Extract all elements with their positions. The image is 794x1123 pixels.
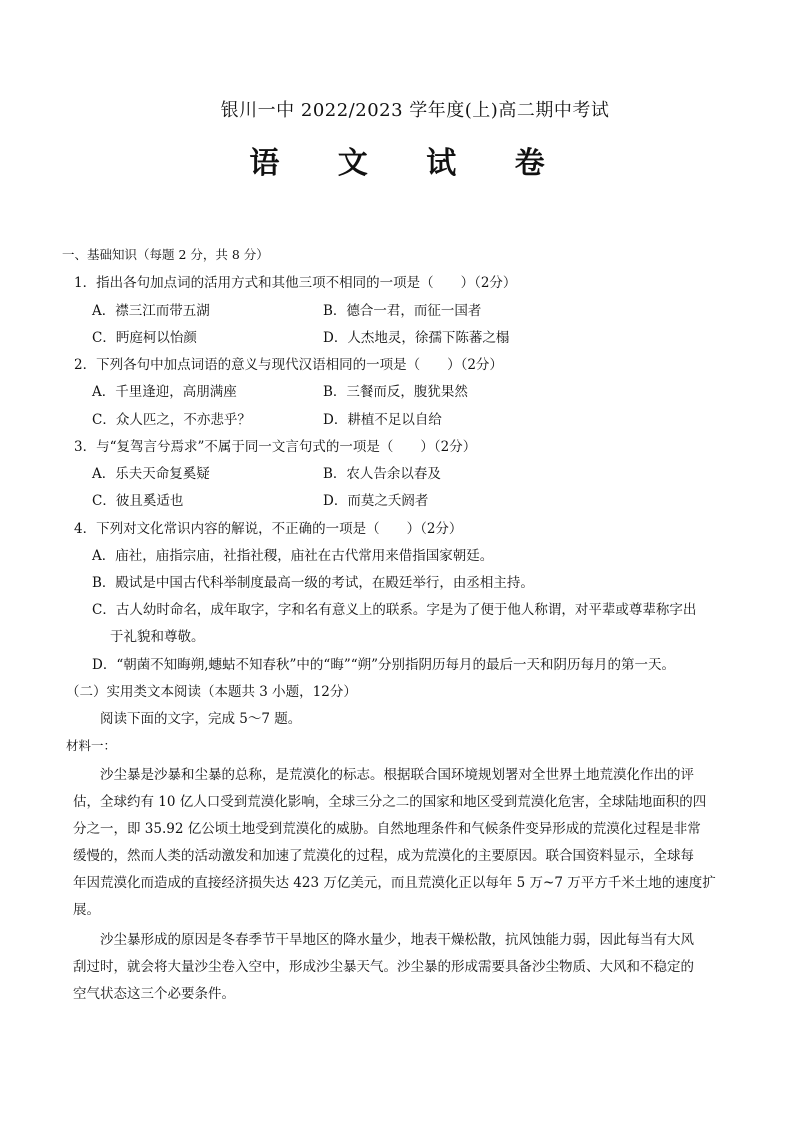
paragraph-2-line: 刮过时，就会将大量沙尘卷入空中，形成沙尘暴天气。沙尘暴的形成需要具备沙尘物质、大风和不稳定的 (73, 959, 694, 975)
question-2-option-c: C．众人匹之，不亦悲乎？ (92, 412, 251, 428)
question-4-stem: 4．下列对文化常识内容的解说，不正确的一项是（ ）（2分） (74, 521, 463, 537)
question-2-stem: 2．下列各句中加点词语的意义与现代汉语相同的一项是（ ）（2分） (74, 357, 503, 373)
exam-subject-title: 语 文 试 卷 (249, 146, 569, 181)
paragraph-1-line: 缓慢的，然而人类的活动激发和加速了荒漠化的过程，成为荒漠化的主要原因。联合国资料显示，全球每 (73, 848, 694, 864)
paragraph-1-line: 展。 (73, 902, 100, 918)
question-3-option-c: C．彼且奚适也 (92, 493, 184, 509)
question-1-option-a: A．襟三江而带五湖 (92, 303, 210, 319)
question-1-option-b: B．德合一君，而征一国者 (323, 303, 482, 319)
question-1-option-d: D．人杰地灵，徐孺下陈蕃之榻 (323, 330, 510, 346)
question-4-option-a: A．庙社，庙指宗庙，社指社稷，庙社在古代常用来借指国家朝廷。 (92, 548, 494, 564)
paragraph-1-line: 年因荒漠化而造成的直接经济损失达 423 万亿美元，而且荒漠化正以每年 5 万~7 万平方千米土地的速度扩 (73, 875, 716, 891)
paragraph-1-line: 沙尘暴是沙暴和尘暴的总称，是荒漠化的标志。根据联合国环境规划署对全世界土地荒漠化作出的评 (100, 767, 694, 783)
paragraph-1-line: 估，全球约有 10 亿人口受到荒漠化影响，全球三分之二的国家和地区受到荒漠化危害，全球陆地面积的四 (73, 794, 707, 810)
question-2-option-d: D．耕植不足以自给 (323, 412, 442, 428)
question-4-option-b: B．殿试是中国古代科举制度最高一级的考试，在殿廷举行，由丞相主持。 (92, 575, 534, 591)
question-4-option-d: D．“朝菌不知晦朔,蟪蛄不知春秋”中的“晦”“朔”分别指阴历每月的最后一天和阴历每月的第一天。 (92, 657, 676, 673)
question-4-option-c: C．古人幼时命名，成年取字，字和名有意义上的联系。字是为了便于他人称谓，对平辈或尊辈称字出 (92, 602, 697, 618)
section2-heading: （二）实用类文本阅读（本题共 3 小题，12分） (66, 684, 357, 700)
question-4-option-c-continued: 于礼貌和尊敬。 (110, 629, 205, 645)
question-2-option-a: A．千里逢迎，高朋满座 (92, 384, 237, 400)
question-1-option-c: C．眄庭柯以怡颜 (92, 330, 197, 346)
exam-header-title: 银川一中 2022/2023 学年度(上)高二期中考试 (220, 100, 610, 121)
question-2-option-b: B．三餐而反，腹犹果然 (323, 384, 468, 400)
material-label: 材料一： (66, 738, 117, 753)
material-paragraph-2 (73, 927, 723, 1008)
question-3-option-a: A．乐夫天命复奚疑 (92, 466, 210, 482)
question-3-option-d: D．而莫之夭阏者 (323, 493, 429, 509)
section1-heading: 一、基础知识（每题 2 分，共 8 分） (62, 247, 269, 262)
section2-instruction: 阅读下面的文字，完成 5～7 题。 (100, 711, 302, 727)
question-1-stem: 1．指出各句加点词的活用方式和其他三项不相同的一项是（ ）（2分） (74, 275, 517, 291)
paragraph-2-line: 沙尘暴形成的原因是冬春季节干旱地区的降水量少，地表干燥松散，抗风蚀能力弱，因此每当有大风 (100, 932, 694, 948)
paragraph-1-line: 分之一，即 35.92 亿公顷土地受到荒漠化的威胁。自然地理条件和气候条件变异形成的荒漠化过程是非常 (73, 821, 701, 837)
question-3-option-b: B．农人告余以春及 (323, 466, 441, 482)
material-paragraph-1 (73, 762, 723, 924)
paragraph-2-line: 空气状态这三个必要条件。 (73, 986, 235, 1002)
question-3-stem: 3．与“复驾言兮焉求”不属于同一文言句式的一项是（ ）（2分） (74, 439, 477, 455)
